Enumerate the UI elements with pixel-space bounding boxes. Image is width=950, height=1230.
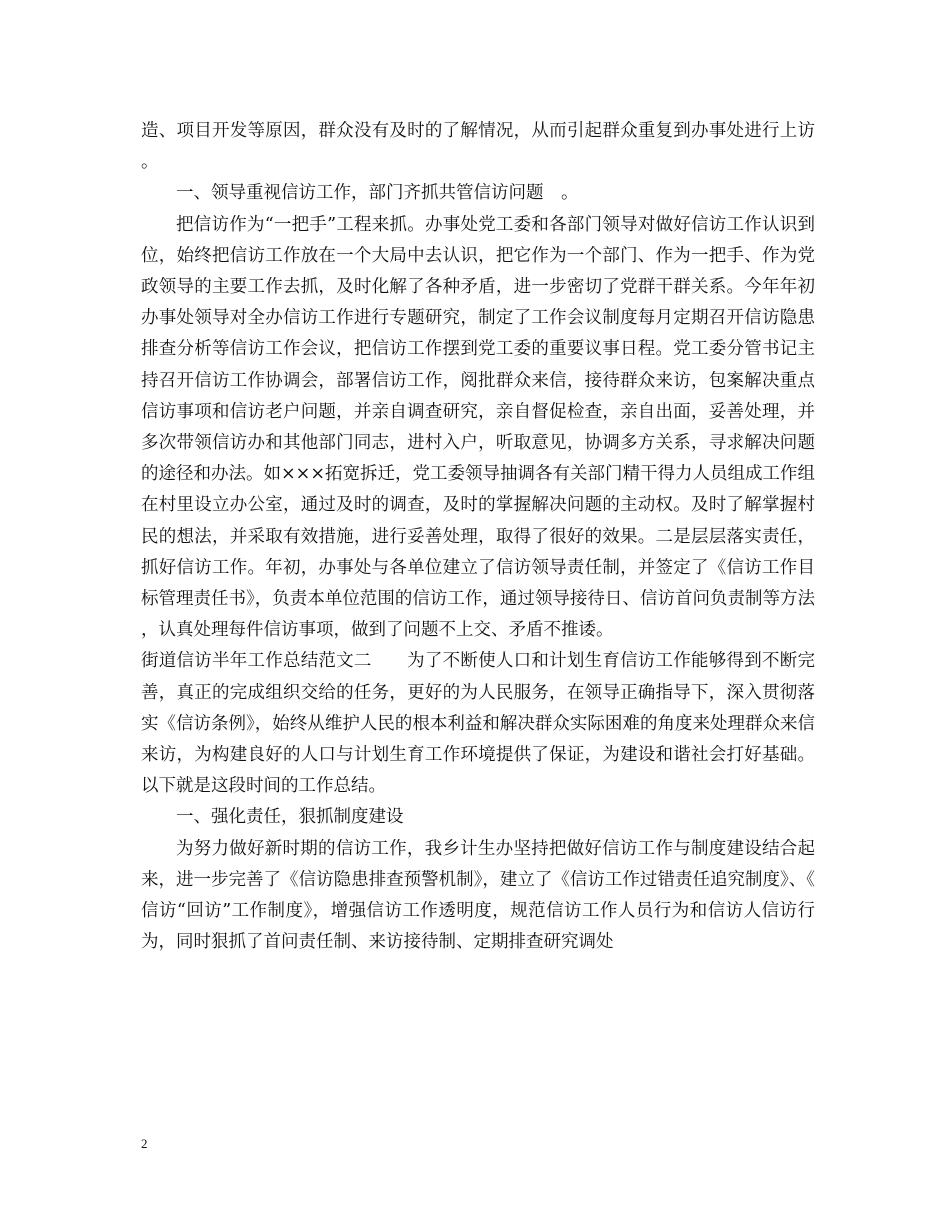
paragraph-responsibility-detail: 为努力做好新时期的信访工作，我乡计生办坚持把做好信访工作与制度建设结合起来，进一步完善了《信访隐患排查预警机制》，建立了《信访工作过错责任追究制度》、《信访“回访”工作制度》，增强信访工作透明度，规范信访工作人员行为和信访人信访行为，同时狠抓了首问责任制、来访接待制、定期排查研究调处 bbox=[141, 838, 815, 953]
paragraph-continuation: 造、项目开发等原因，群众没有及时的了解情况，从而引起群众重复到办事处进行上访。 bbox=[141, 121, 815, 173]
page-number: 2 bbox=[141, 1136, 148, 1151]
section-heading-leadership: 一、领导重视信访工作，部门齐抓共管信访问题 。 bbox=[176, 183, 579, 204]
paragraph-article-two-intro: 街道信访半年工作总结范文二 为了不断使人口和计划生育信访工作能够得到不断完善，真正的完成组织交给的任务，更好的为人民服务，在领导正确指导下，深入贯彻落实《信访条例》，始终从维护人民的根本利益和解决群众实际困难的角度来处理群众来信来访，为构建良好的人口与计划生育工作环境提供了保证，为建设和谐社会打好基础。以下就是这段时间的工作总结。 bbox=[141, 651, 815, 797]
document-body bbox=[141, 116, 815, 958]
paragraph-leadership-detail: 把信访作为“一把手”工程来抓。办事处党工委和各部门领导对做好信访工作认识到位，始终把信访工作放在一个大局中去认识，把它作为一个部门、作为一把手、作为党政领导的主要工作去抓，及时化解了各种矛盾，进一步密切了党群干群关系。今年年初办事处领导对全办信访工作进行专题研究，制定了工作会议制度每月定期召开信访隐患排查分析等信访工作会议，把信访工作摆到党工委的重要议事日程。党工委分管书记主持召开信访工作协调会，部署信访工作，阅批群众来信，接待群众来访，包案解决重点信访事项和信访老户问题，并亲自调查研究，亲自督促检查，亲自出面，妥善处理，并多次带领信访办和其他部门同志，进村入户，听取意见，协调多方关系，寻求解决问题的途径和办法。如×××拓宽拆迁，党工委领导抽调各有关部门精干得力人员组成工作组在村里设立办公室，通过及时的调查，及时的掌握解决问题的主动权。及时了解掌握村民的想法，并采取有效措施，进行妥善处理，取得了很好的效果。二是层层落实责任，抓好信访工作。年初，办事处与各单位建立了信访领导责任制，并签定了《信访工作目标管理责任书》，负责本单位范围的信访工作，通过领导接待日、信访首问负责制等方法，认真处理每件信访事项，做到了问题不上交、矛盾不推诿。 bbox=[141, 214, 815, 641]
section-heading-responsibility: 一、强化责任，狠抓制度建设 bbox=[176, 807, 404, 828]
